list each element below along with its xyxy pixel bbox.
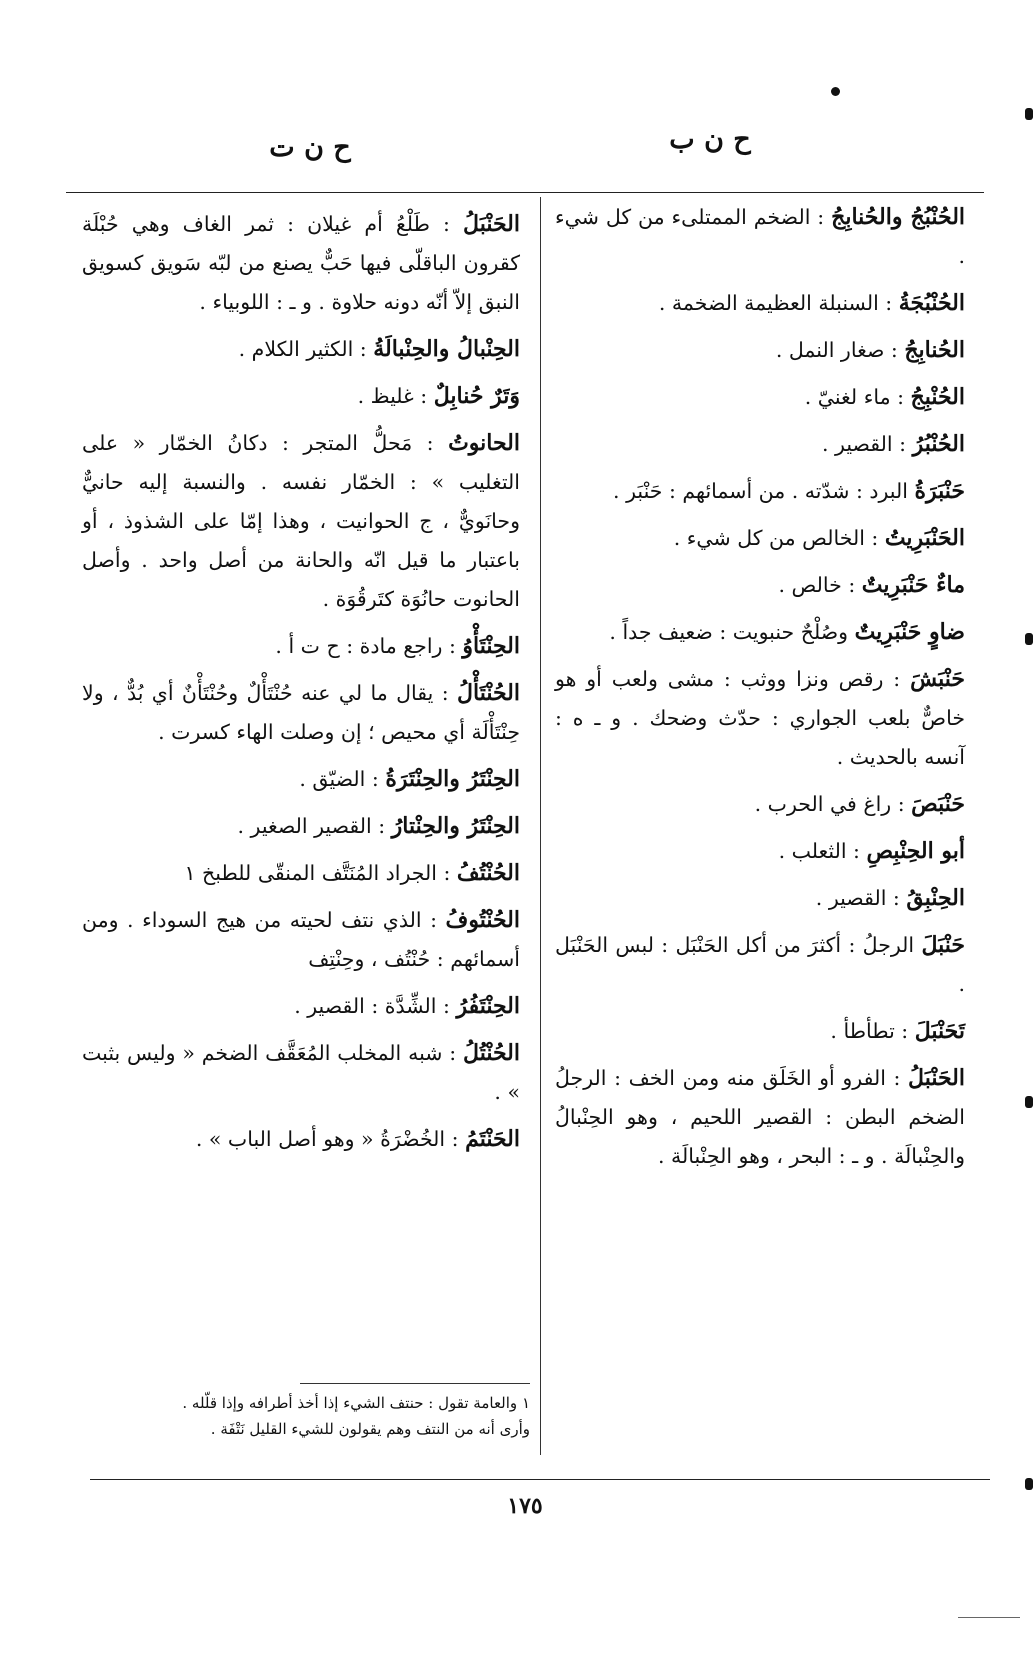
entry-definition: : الضيّق . bbox=[299, 767, 386, 791]
footnote-line: ١ والعامة تقول : حنتف الشيء إذا أخذ أطرافه وإذا قلّله . bbox=[182, 1394, 530, 1412]
entry bbox=[555, 613, 965, 652]
entry-headword: الحَنْبَلُ bbox=[463, 211, 520, 237]
entry-definition: : الشِّدَّة : القصير . bbox=[294, 994, 457, 1018]
page-number: ١٧٥ bbox=[507, 1493, 543, 1519]
entry-definition: : ماء لغنيّ . bbox=[804, 385, 911, 409]
entry bbox=[82, 807, 520, 846]
entry-definition: : خالص . bbox=[778, 573, 862, 597]
entry-definition: : القصير . bbox=[815, 886, 907, 910]
entry bbox=[555, 472, 965, 511]
entry-definition: : السنبلة العظيمة الضخمة . bbox=[658, 291, 899, 315]
entry-definition: : راجع مادة : ح ت أ . bbox=[275, 634, 463, 658]
entry-definition: : غليظ . bbox=[357, 384, 434, 408]
entry bbox=[82, 1034, 520, 1112]
entry-definition: : الخالص من كل شيء . bbox=[673, 526, 885, 550]
entry bbox=[555, 926, 965, 1004]
entry bbox=[555, 660, 965, 777]
entry-definition: : الجراد المُنَتَّف المنقّى للطبخ ١ bbox=[184, 861, 457, 885]
entry-headword: ضاوٍ حَنْبَرِيتٌ bbox=[854, 619, 965, 645]
entry-headword: الحُنابِجُ bbox=[904, 337, 965, 363]
entry-definition: الرجلُ : أكثرَ من أكل الحَنْبَل : لبس الحَنْبَل . bbox=[555, 933, 965, 996]
entry bbox=[82, 205, 520, 322]
entry-definition: : الذي نتف لحيته من هيج السوداء . ومن أسمائهم : حُنْتُف ، وحِنْتِف bbox=[82, 908, 520, 971]
entry-definition: : راغ في الحرب . bbox=[754, 792, 912, 816]
entry bbox=[555, 378, 965, 417]
column-divider bbox=[540, 197, 541, 1455]
entry-headword: حَنْبَشَ bbox=[910, 666, 965, 692]
edge-mark-1 bbox=[1025, 108, 1033, 120]
entry-definition: : الكثير الكلام . bbox=[238, 337, 374, 361]
entry-definition: : الفرو أو الخَلَق منه ومن الخف : الرجلُ الضخم البطن : القصير اللحيم ، وهو الحِنْبالُ والحِنْبالَة . و ـ : البحر ، وهو الحِنْبالَة . bbox=[555, 1066, 965, 1168]
entry-headword: تَحَنْبَلَ bbox=[914, 1018, 965, 1044]
entry-definition: : رقص ونزا ووثب : مشى ولعب أو هو خاصٌّ بلعب الجواري : حدّث وضحك . و ـ ه : آنسه بالحديث . bbox=[555, 667, 965, 769]
entry bbox=[555, 198, 965, 276]
entry-definition: : الضخم الممتلىء من كل شيء . bbox=[555, 205, 965, 268]
entry-definition: : شبه المخلب المُعَقَّف الضخم « وليس بثبت » . bbox=[82, 1041, 520, 1104]
running-head-right: ح ن ب bbox=[669, 124, 751, 155]
entry-definition: : القصير . bbox=[822, 432, 913, 456]
entry bbox=[555, 1059, 965, 1176]
left-column bbox=[82, 205, 520, 1167]
footnote-line: وأرى أنه من النتف وهم يقولون للشيء القليل نَتْفَة . bbox=[210, 1420, 530, 1438]
entry bbox=[82, 1120, 520, 1159]
entry bbox=[82, 987, 520, 1026]
entry-headword: الحانوتُ bbox=[448, 430, 520, 456]
entry-headword: الحُنْبِجُ bbox=[910, 384, 965, 410]
entry-headword: حَنْبَرَةُ bbox=[914, 478, 965, 504]
entry-definition: : صغار النمل . bbox=[775, 338, 905, 362]
entry-headword: الحُنْبُجُ والحُنابِجُ bbox=[831, 204, 966, 230]
entry-headword: الحَنْتَمُ bbox=[465, 1126, 520, 1152]
entry-headword: حَنْبَصَ bbox=[911, 791, 965, 817]
entry-headword: الحُنْتُوفُ bbox=[445, 907, 520, 933]
footnote bbox=[86, 1390, 530, 1442]
edge-mark-3 bbox=[1025, 1096, 1033, 1108]
entry-headword: الحِنْبالُ والحِنْبالَةُ bbox=[373, 336, 520, 362]
entry-headword: الحِنْتَرُ والحِنْتَرَةُ bbox=[385, 766, 520, 792]
entry bbox=[555, 785, 965, 824]
entry-headword: الحُنْبُرُ bbox=[912, 431, 965, 457]
entry-headword: الحِنْتَفُرُ bbox=[456, 993, 520, 1019]
entry bbox=[82, 854, 520, 893]
entry-headword: الحُنْتُفُ bbox=[456, 860, 520, 886]
entry-headword: الحُنْتَأْلُ bbox=[457, 680, 520, 706]
ink-dot bbox=[831, 87, 840, 96]
entry-headword: الحُنْتُلُ bbox=[463, 1040, 520, 1066]
entry-definition: البرد : شدّته . من أسمائهم : حَنْبَر . bbox=[613, 479, 915, 503]
entry-definition: : يقال ما لي عنه حُنْتَأْلٌ وحُنْتَأْنٌ أي بُدٌّ ، ولا حِنْتَأْلَة أي محيص ؛ إن وصلت الهاء كسرت . bbox=[82, 681, 520, 744]
entry bbox=[82, 760, 520, 799]
edge-mark-2 bbox=[1025, 633, 1033, 645]
entry-definition: : طَلْعُ أم غيلان : ثمر الغاف وهي حُبْلَة كقرون الباقلّى فيها حَبٌّ يصنع من لبّه سَويق كسويق النبق إلاّ أنّه دونه حلاوة . و ـ : اللوبياء . bbox=[82, 212, 520, 314]
entry bbox=[82, 901, 520, 979]
entry-definition: : القصير الصغير . bbox=[237, 814, 392, 838]
top-rule bbox=[66, 192, 984, 193]
entry-headword: الحَنْبَلُ bbox=[908, 1065, 965, 1091]
entry bbox=[555, 1012, 965, 1051]
entry bbox=[82, 627, 520, 666]
entry bbox=[555, 832, 965, 871]
entry-definition: : الثعلب . bbox=[778, 839, 867, 863]
entry-headword: الحِنْبِقُ bbox=[906, 885, 965, 911]
margin-dash bbox=[958, 1617, 1020, 1618]
entry-headword: ماءٌ حَنْبَرِيتٌ bbox=[861, 572, 965, 598]
entry bbox=[555, 566, 965, 605]
footnote-separator bbox=[300, 1383, 530, 1384]
entry bbox=[555, 284, 965, 323]
entry-headword: الحُنْبُجَةُ bbox=[898, 290, 965, 316]
right-column bbox=[555, 198, 965, 1184]
entry bbox=[82, 377, 520, 416]
entry bbox=[82, 674, 520, 752]
entry-headword: حَنْبَلَ bbox=[921, 932, 965, 958]
entry bbox=[555, 519, 965, 558]
entry bbox=[82, 424, 520, 619]
entry-definition: : الخُضْرَةُ « وهو أصل الباب » . bbox=[195, 1127, 466, 1151]
entry-headword: أبو الحِنْبِصِ bbox=[866, 838, 965, 864]
bottom-rule bbox=[90, 1479, 990, 1480]
entry-headword: الحَنْبَرِيتُ bbox=[884, 525, 965, 551]
entry-definition: : تطأطأ . bbox=[830, 1019, 915, 1043]
entry-headword: الحِنْتَرُ والحِنْتارُ bbox=[391, 813, 520, 839]
entry bbox=[82, 330, 520, 369]
entry bbox=[555, 425, 965, 464]
entry-definition: وصُلْحٌ حنبويت : ضعيف جداً . bbox=[609, 620, 855, 644]
edge-mark-4 bbox=[1025, 1478, 1033, 1490]
entry bbox=[555, 331, 965, 370]
entry-headword: الحِنْتَأْوُ bbox=[462, 633, 520, 659]
entry bbox=[555, 879, 965, 918]
running-head-left: ح ن ت bbox=[269, 132, 351, 163]
entry-definition: : مَحلُّ المتجر : دكانُ الخمّار « على التغليب » : الخمّار نفسه . والنسبة إليه حانيٌّ وحانَويٌّ ، ج الحوانيت ، وهذا إمّا على الشذوذ ، أو باعتبار ما قيل انّه والحانة من أصل واحد . وأصل الحانوت حانُوَة كتَرقُوَة . bbox=[82, 431, 520, 611]
entry-headword: وَتَرٌ حُنابِلٌ bbox=[433, 383, 520, 409]
